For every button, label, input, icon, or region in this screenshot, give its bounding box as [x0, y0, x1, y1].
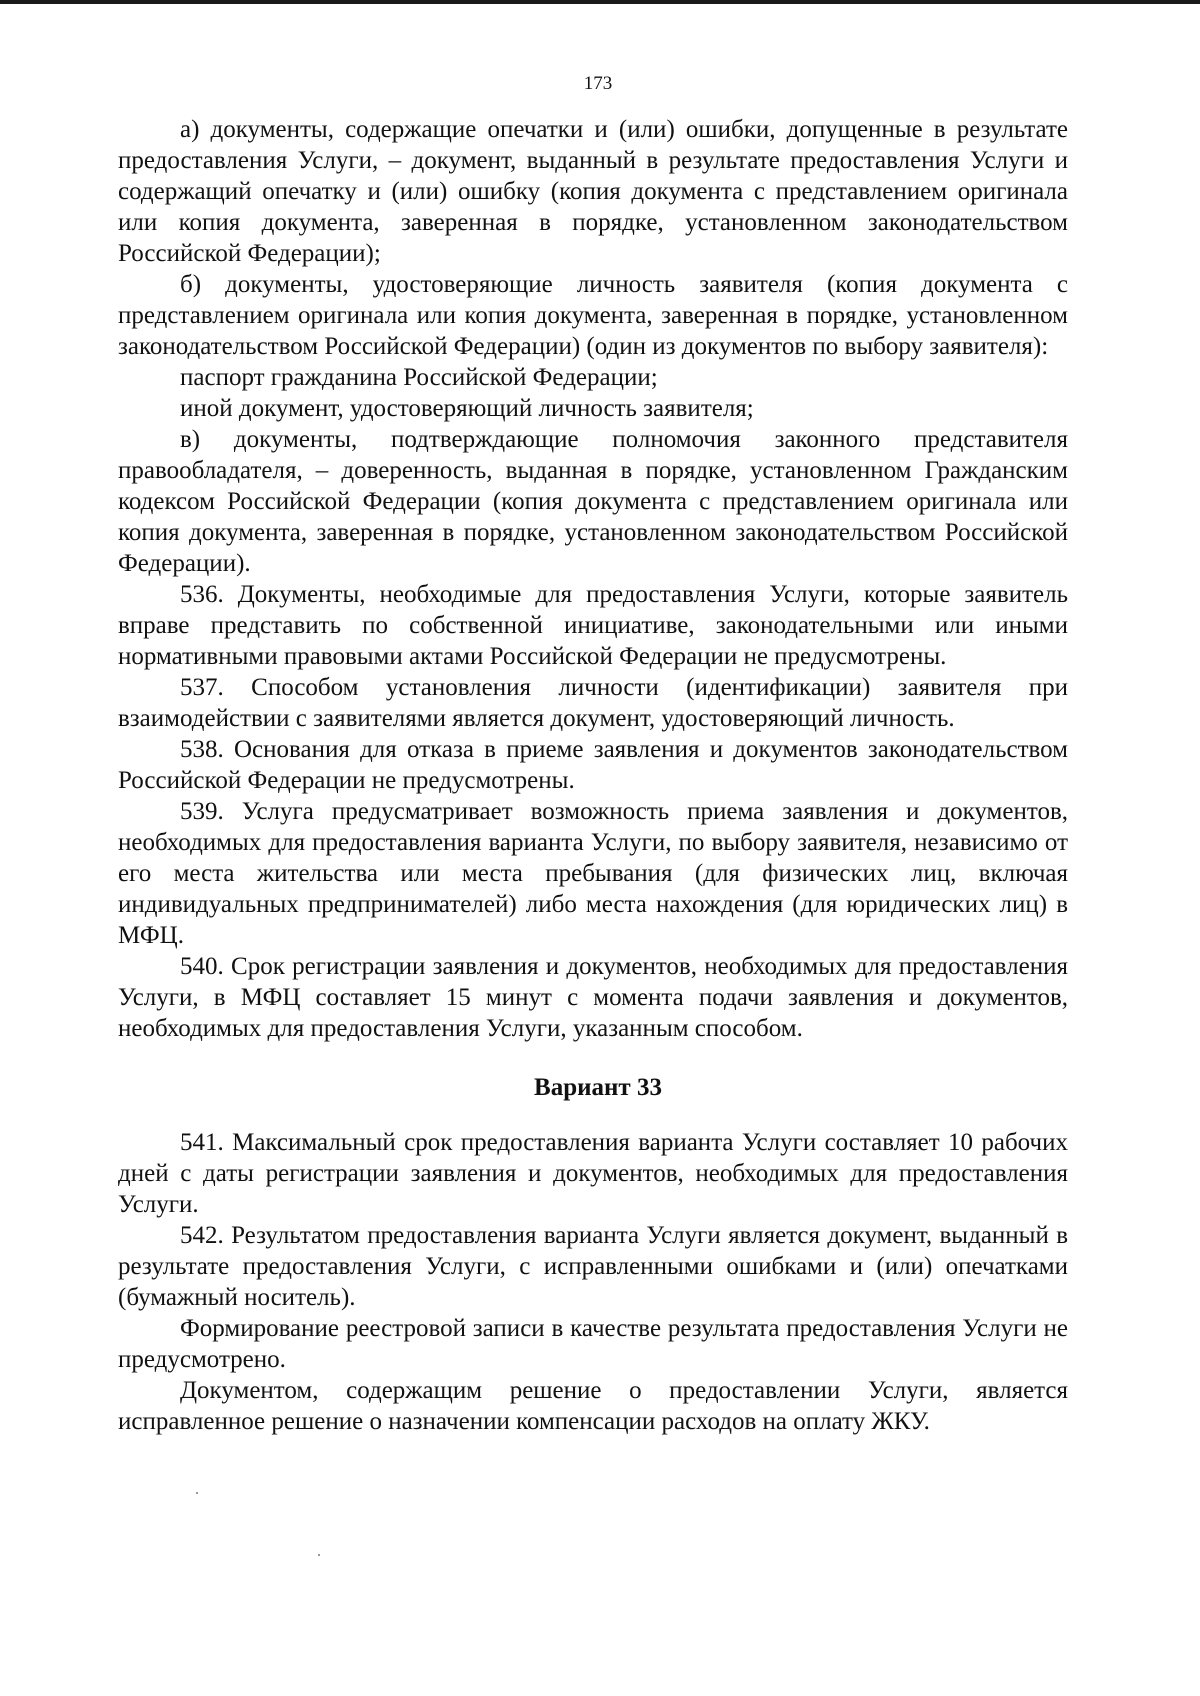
paragraph-537: 537. Способом установления личности (идентификации) заявителя при взаимодействии с заявителями является документ, удостоверяющий личность.: [118, 674, 1068, 732]
paragraph-registry-record: Формирование реестровой записи в качестве результата предоставления Услуги не предусмотрено.: [118, 1315, 1068, 1373]
paragraph-item-v: в) документы, подтверждающие полномочия законного представителя правообладателя, – доверенность, выданная в порядке, установленном Гражданским кодексом Российской Федерации (копия документа с представлением оригинала или копия документа, заверенная в порядке, установленном законодательством Российской Федерации).: [118, 426, 1068, 577]
paragraph-542: 542. Результатом предоставления варианта Услуги является документ, выданный в результате предоставления Услуги, с исправленными ошибками и (или) опечатками (бумажный носитель).: [118, 1222, 1068, 1311]
paragraph-item-a: а) документы, содержащие опечатки и (или) ошибки, допущенные в результате предоставления Услуги, – документ, выданный в результате предоставления Услуги и содержащий опечатку и (или) ошибку (копия документа с представлением оригинала или копия документа, заверенная в порядке, установленном законодательством Российской Федерации);: [118, 116, 1068, 267]
paragraph-passport: паспорт гражданина Российской Федерации;: [180, 364, 658, 391]
paragraph-540: 540. Срок регистрации заявления и документов, необходимых для предоставления Услуги, в МФЦ составляет 15 минут с момента подачи заявления и документов, необходимых для предоставления Услуги, указанным способом.: [118, 953, 1068, 1042]
scan-top-edge: [0, 0, 1200, 4]
paragraph-other-id: иной документ, удостоверяющий личность заявителя;: [180, 395, 754, 422]
paragraph-541: 541. Максимальный срок предоставления варианта Услуги составляет 10 рабочих дней с даты регистрации заявления и документов, необходимых для предоставления Услуги.: [118, 1129, 1068, 1218]
paragraph-538: 538. Основания для отказа в приеме заявления и документов законодательством Российской Федерации не предусмотрены.: [118, 736, 1068, 794]
section-heading: Вариант 33: [534, 1074, 662, 1101]
paragraph-539: 539. Услуга предусматривает возможность приема заявления и документов, необходимых для предоставления варианта Услуги, по выбору заявителя, независимо от его места жительства или места пребывания (для физических лиц, включая индивидуальных предпринимателей) либо места нахождения (для юридических лиц) в МФЦ.: [118, 798, 1068, 949]
paragraph-item-b: б) документы, удостоверяющие личность заявителя (копия документа с представлением оригинала или копия документа, заверенная в порядке, установленном законодательством Российской Федерации) (один из документов по выбору заявителя):: [118, 271, 1068, 360]
paragraph-decision-document: Документом, содержащим решение о предоставлении Услуги, является исправленное решение о назначении компенсации расходов на оплату ЖКУ.: [118, 1377, 1068, 1435]
page-number: 173: [583, 73, 613, 94]
document-page: [118, 72, 1068, 1437]
paragraph-536: 536. Документы, необходимые для предоставления Услуги, которые заявитель вправе представить по собственной инициативе, законодательными или иными нормативными правовыми актами Российской Федерации не предусмотрены.: [118, 581, 1068, 670]
scan-speck: [318, 1554, 320, 1556]
scan-speck: [196, 1492, 198, 1494]
